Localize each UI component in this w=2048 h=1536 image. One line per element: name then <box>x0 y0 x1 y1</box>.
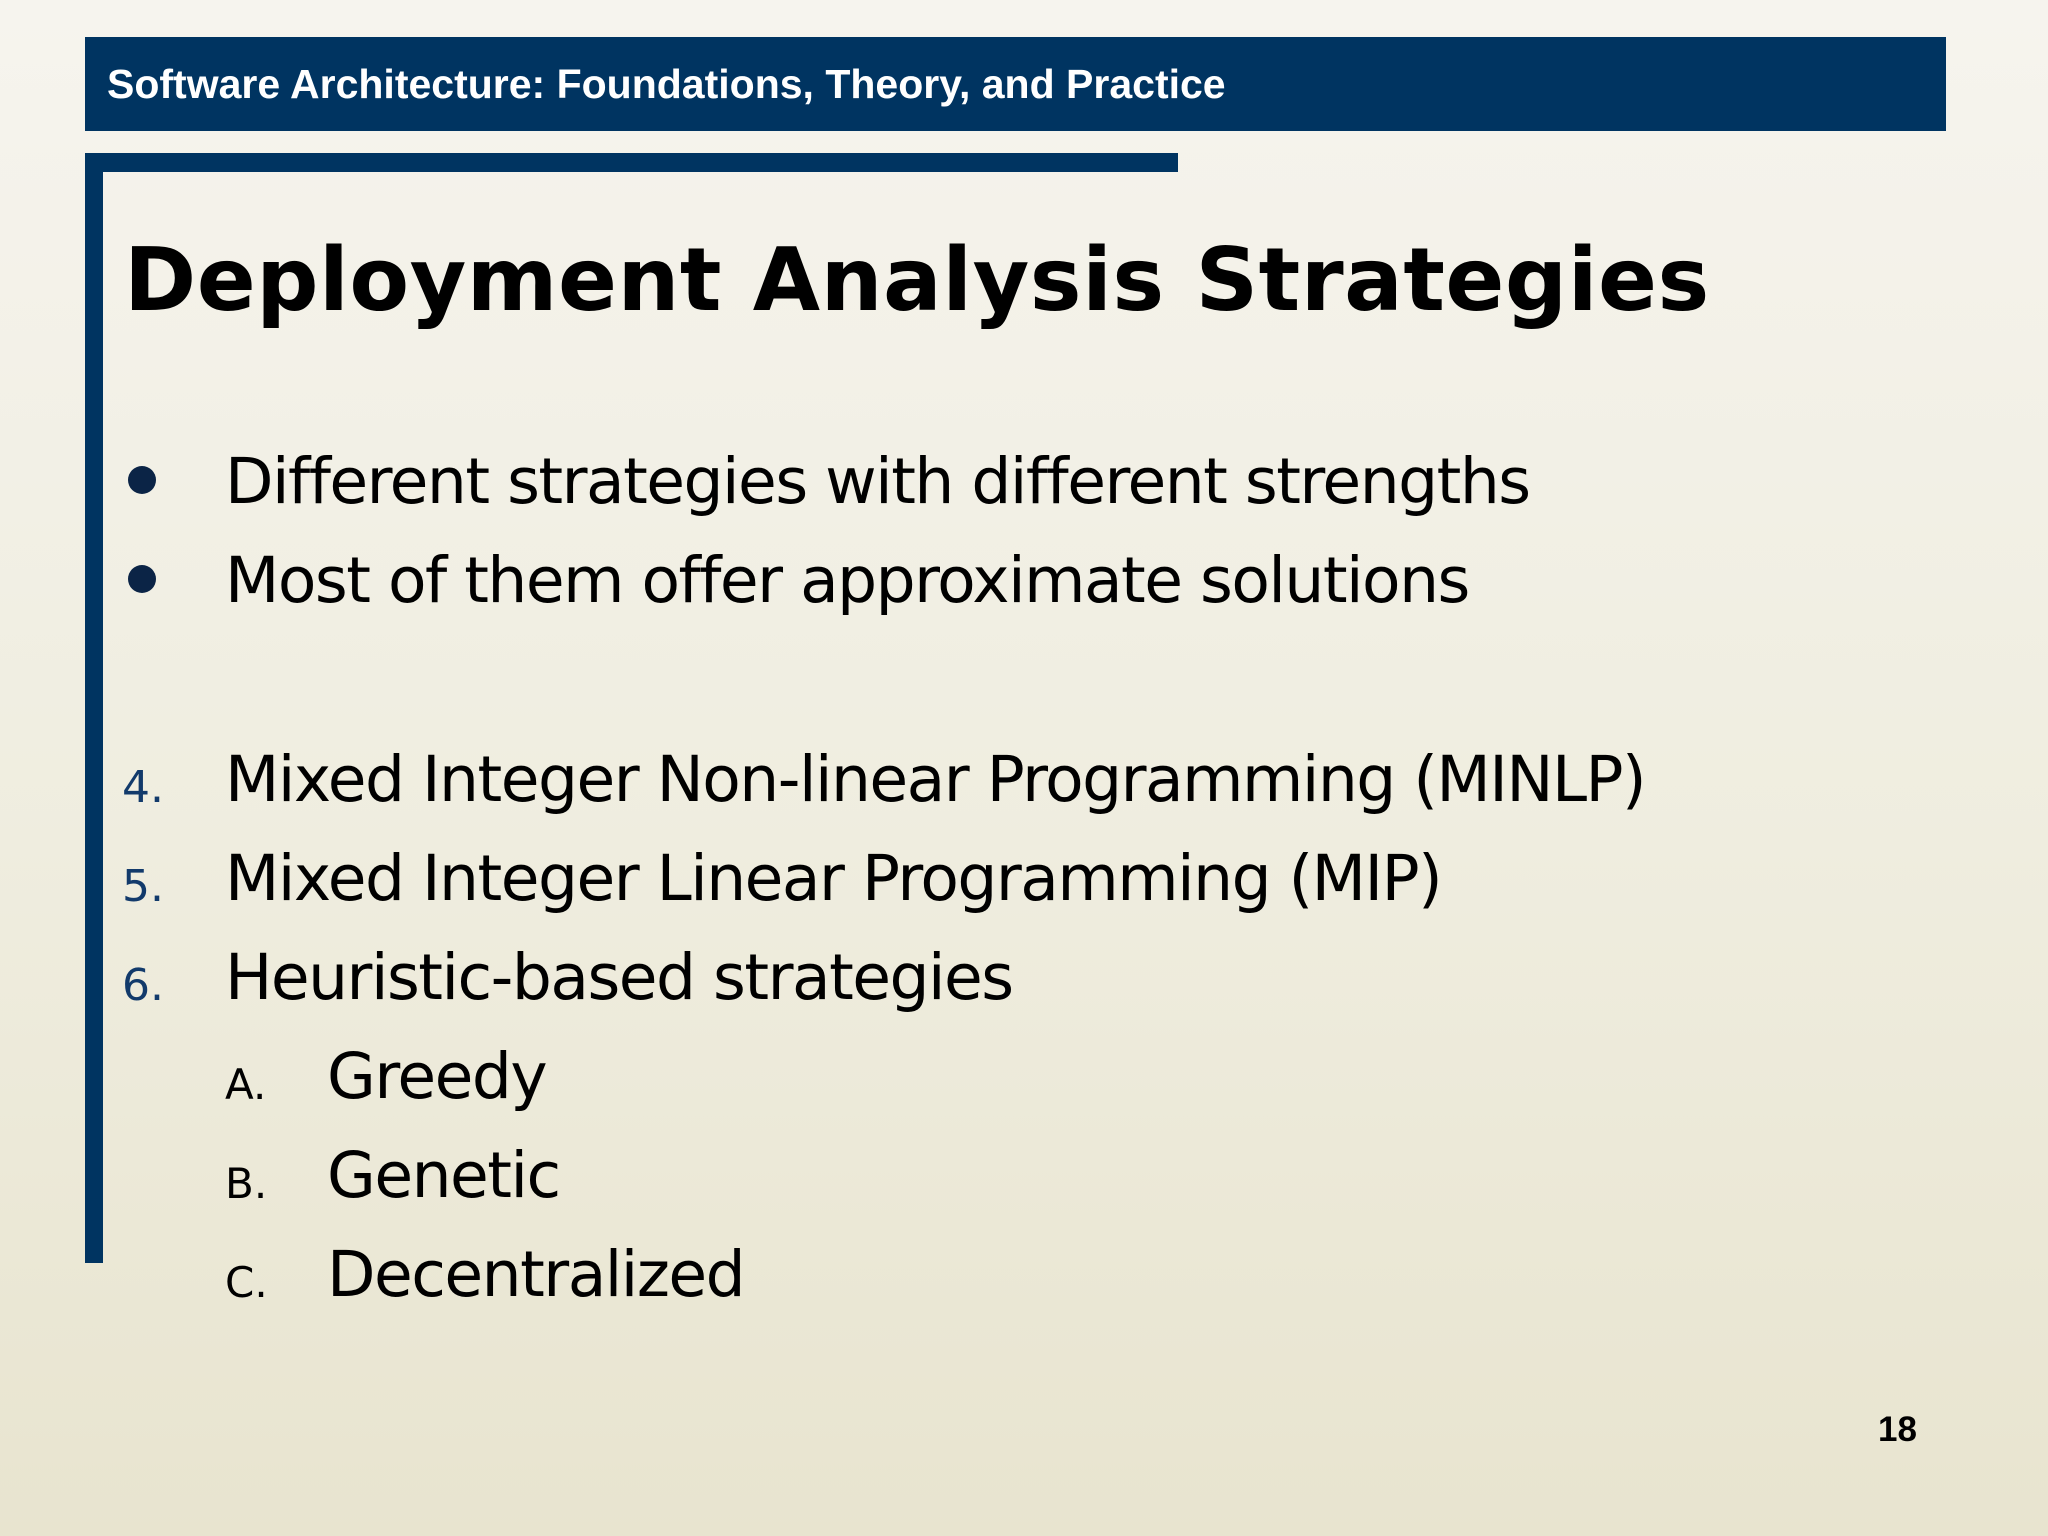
bullet-item <box>0 541 2048 621</box>
list-number: 5. <box>122 861 164 912</box>
subitem <box>0 1136 2048 1216</box>
sub-letter: A. <box>225 1060 267 1109</box>
bullet-item <box>0 442 2048 522</box>
bullet-icon <box>128 466 156 494</box>
header-bar <box>85 37 1946 131</box>
list-number: 4. <box>122 762 164 813</box>
sub-letter: B. <box>225 1159 268 1208</box>
sub-letter: C. <box>225 1258 268 1307</box>
bullet-text: Most of them offer approximate solutions <box>225 544 1469 617</box>
numbered-text: Mixed Integer Non-linear Programming (MINLP) <box>225 743 1646 816</box>
subitem <box>0 1037 2048 1117</box>
bullet-icon <box>128 565 156 593</box>
numbered-item <box>0 938 2048 1018</box>
numbered-item <box>0 740 2048 820</box>
subitem-text: Genetic <box>327 1139 560 1212</box>
subitem <box>0 1235 2048 1315</box>
list-number: 6. <box>122 960 164 1011</box>
accent-bar-top <box>85 153 1178 172</box>
slide-title: Deployment Analysis Strategies <box>124 229 1710 331</box>
page-number: 18 <box>1878 1410 1917 1449</box>
numbered-item <box>0 839 2048 919</box>
bullet-text: Different strategies with different strengths <box>225 445 1530 518</box>
numbered-text: Mixed Integer Linear Programming (MIP) <box>225 842 1442 915</box>
subitem-text: Decentralized <box>327 1238 745 1311</box>
course-title: Software Architecture: Foundations, Theory, and Practice <box>107 61 1226 107</box>
numbered-text: Heuristic-based strategies <box>225 941 1013 1014</box>
subitem-text: Greedy <box>327 1040 547 1113</box>
